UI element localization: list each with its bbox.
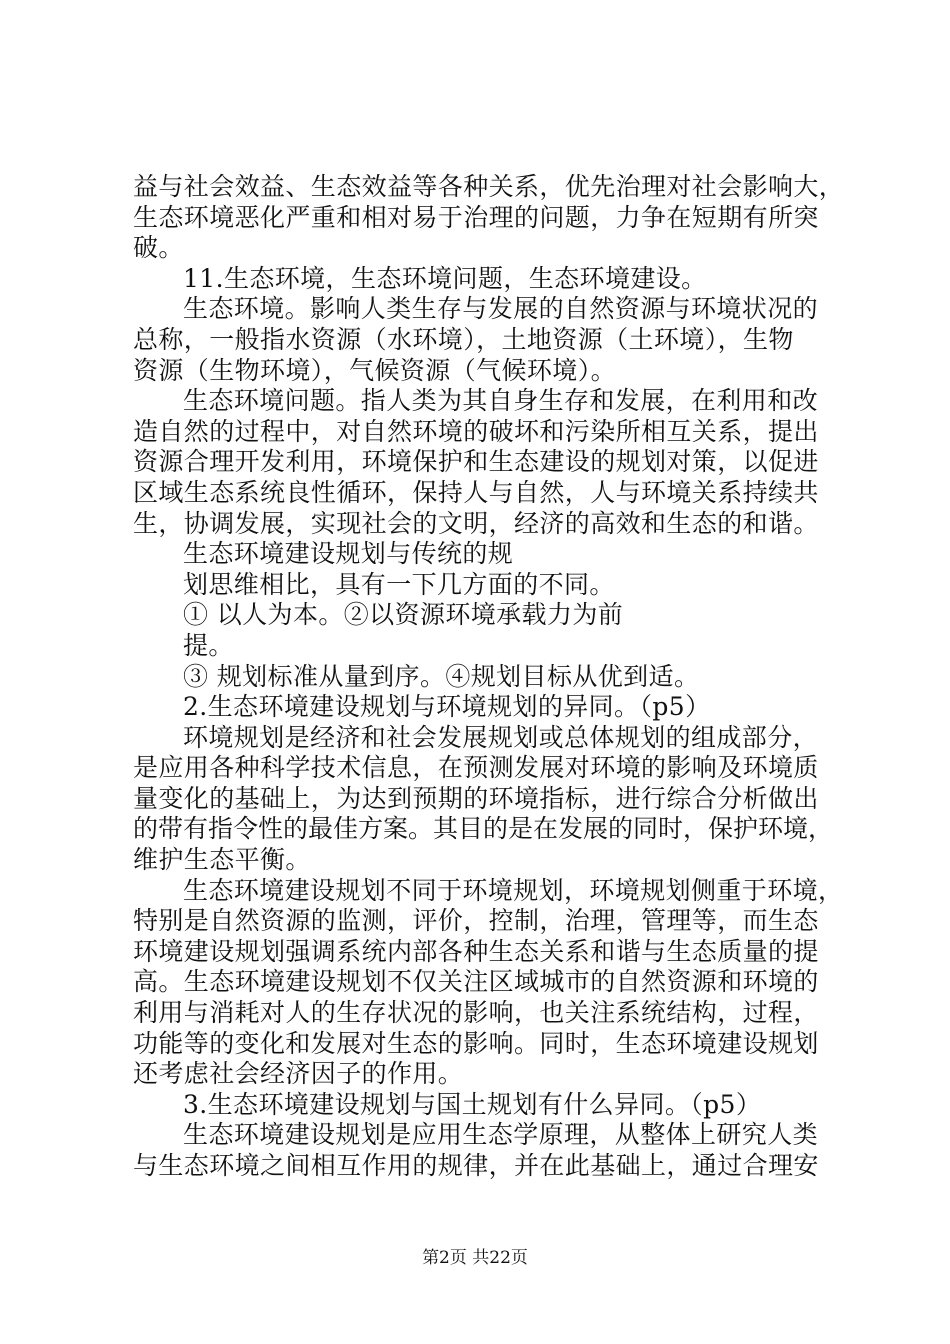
text-line: 量变化的基础上，为达到预期的环境指标，进行综合分析做出 bbox=[133, 783, 819, 813]
text-line: 生态环境问题。指人类为其自身生存和发展，在利用和改 bbox=[183, 386, 819, 416]
text-line: 生态环境建设规划是应用生态学原理，从整体上研究人类 bbox=[183, 1120, 819, 1150]
text-line: 与生态环境之间相互作用的规律，并在此基础上，通过合理安 bbox=[133, 1151, 819, 1180]
text-line: 的带有指令性的最佳方案。其目的是在发展的同时，保护环境， bbox=[133, 814, 834, 844]
text-line: 环境规划是经济和社会发展规划或总体规划的组成部分， bbox=[183, 722, 819, 752]
text-line: 生态环境建设规划不同于环境规划，环境规划侧重于环境， bbox=[183, 875, 844, 905]
text-line: 功能等的变化和发展对生态的影响。同时，生态环境建设规划 bbox=[133, 1028, 819, 1058]
text-line: 维护生态平衡。 bbox=[133, 845, 311, 875]
page-number-footer: 第2页 共22页 bbox=[422, 1248, 528, 1268]
text-line: 区域生态系统良性循环，保持人与自然，人与环境关系持续共 bbox=[133, 477, 819, 507]
text-line: 生态环境恶化严重和相对易于治理的问题，力争在短期有所突 bbox=[133, 202, 819, 232]
text-line: 利用与消耗对人的生存状况的影响，也关注系统结构，过程， bbox=[133, 998, 819, 1028]
text-line: 生态环境。影响人类生存与发展的自然资源与环境状况的 bbox=[183, 294, 819, 324]
section-heading: 2.生态环境建设规划与环境规划的异同。（p5） bbox=[183, 692, 711, 722]
text-line: 划思维相比，具有一下几方面的不同。 bbox=[183, 569, 615, 599]
text-line: 生，协调发展，实现社会的文明，经济的高效和生态的和谐。 bbox=[133, 508, 819, 538]
text-line: 生态环境建设规划与传统的规 bbox=[183, 539, 514, 569]
text-line: ① 以人为本。②以资源环境承载力为前 bbox=[183, 600, 624, 630]
text-line: 还考虑社会经济因子的作用。 bbox=[133, 1059, 464, 1089]
section-heading: 3.生态环境建设规划与国土规划有什么异同。（p5） bbox=[183, 1089, 762, 1119]
text-line: 造自然的过程中，对自然环境的破坏和污染所相互关系，提出 bbox=[133, 416, 819, 446]
text-line: 破。 bbox=[133, 233, 184, 263]
text-line: 环境建设规划强调系统内部各种生态关系和谐与生态质量的提 bbox=[133, 936, 819, 966]
text-line: 总称，一般指水资源（水环境），土地资源（土环境），生物 bbox=[133, 324, 794, 354]
text-line: 益与社会效益、生态效益等各种关系，优先治理对社会影响大， bbox=[133, 172, 845, 201]
text-line: 是应用各种科学技术信息，在预测发展对环境的影响及环境质 bbox=[133, 753, 819, 783]
section-heading: 11.生态环境，生态环境问题，生态环境建设。 bbox=[183, 263, 707, 293]
text-line: 特别是自然资源的监测，评价，控制，治理，管理等，而生态 bbox=[133, 906, 819, 936]
text-line: ③ 规划标准从量到序。④规划目标从优到适。 bbox=[183, 661, 700, 691]
text-line: 资源合理开发利用，环境保护和生态建设的规划对策，以促进 bbox=[133, 447, 819, 477]
document-body bbox=[133, 172, 845, 1182]
text-line: 资源（生物环境），气候资源（气候环境）。 bbox=[133, 355, 617, 385]
text-line: 高。生态环境建设规划不仅关注区域城市的自然资源和环境的 bbox=[133, 967, 819, 997]
text-line: 提。 bbox=[183, 630, 234, 660]
